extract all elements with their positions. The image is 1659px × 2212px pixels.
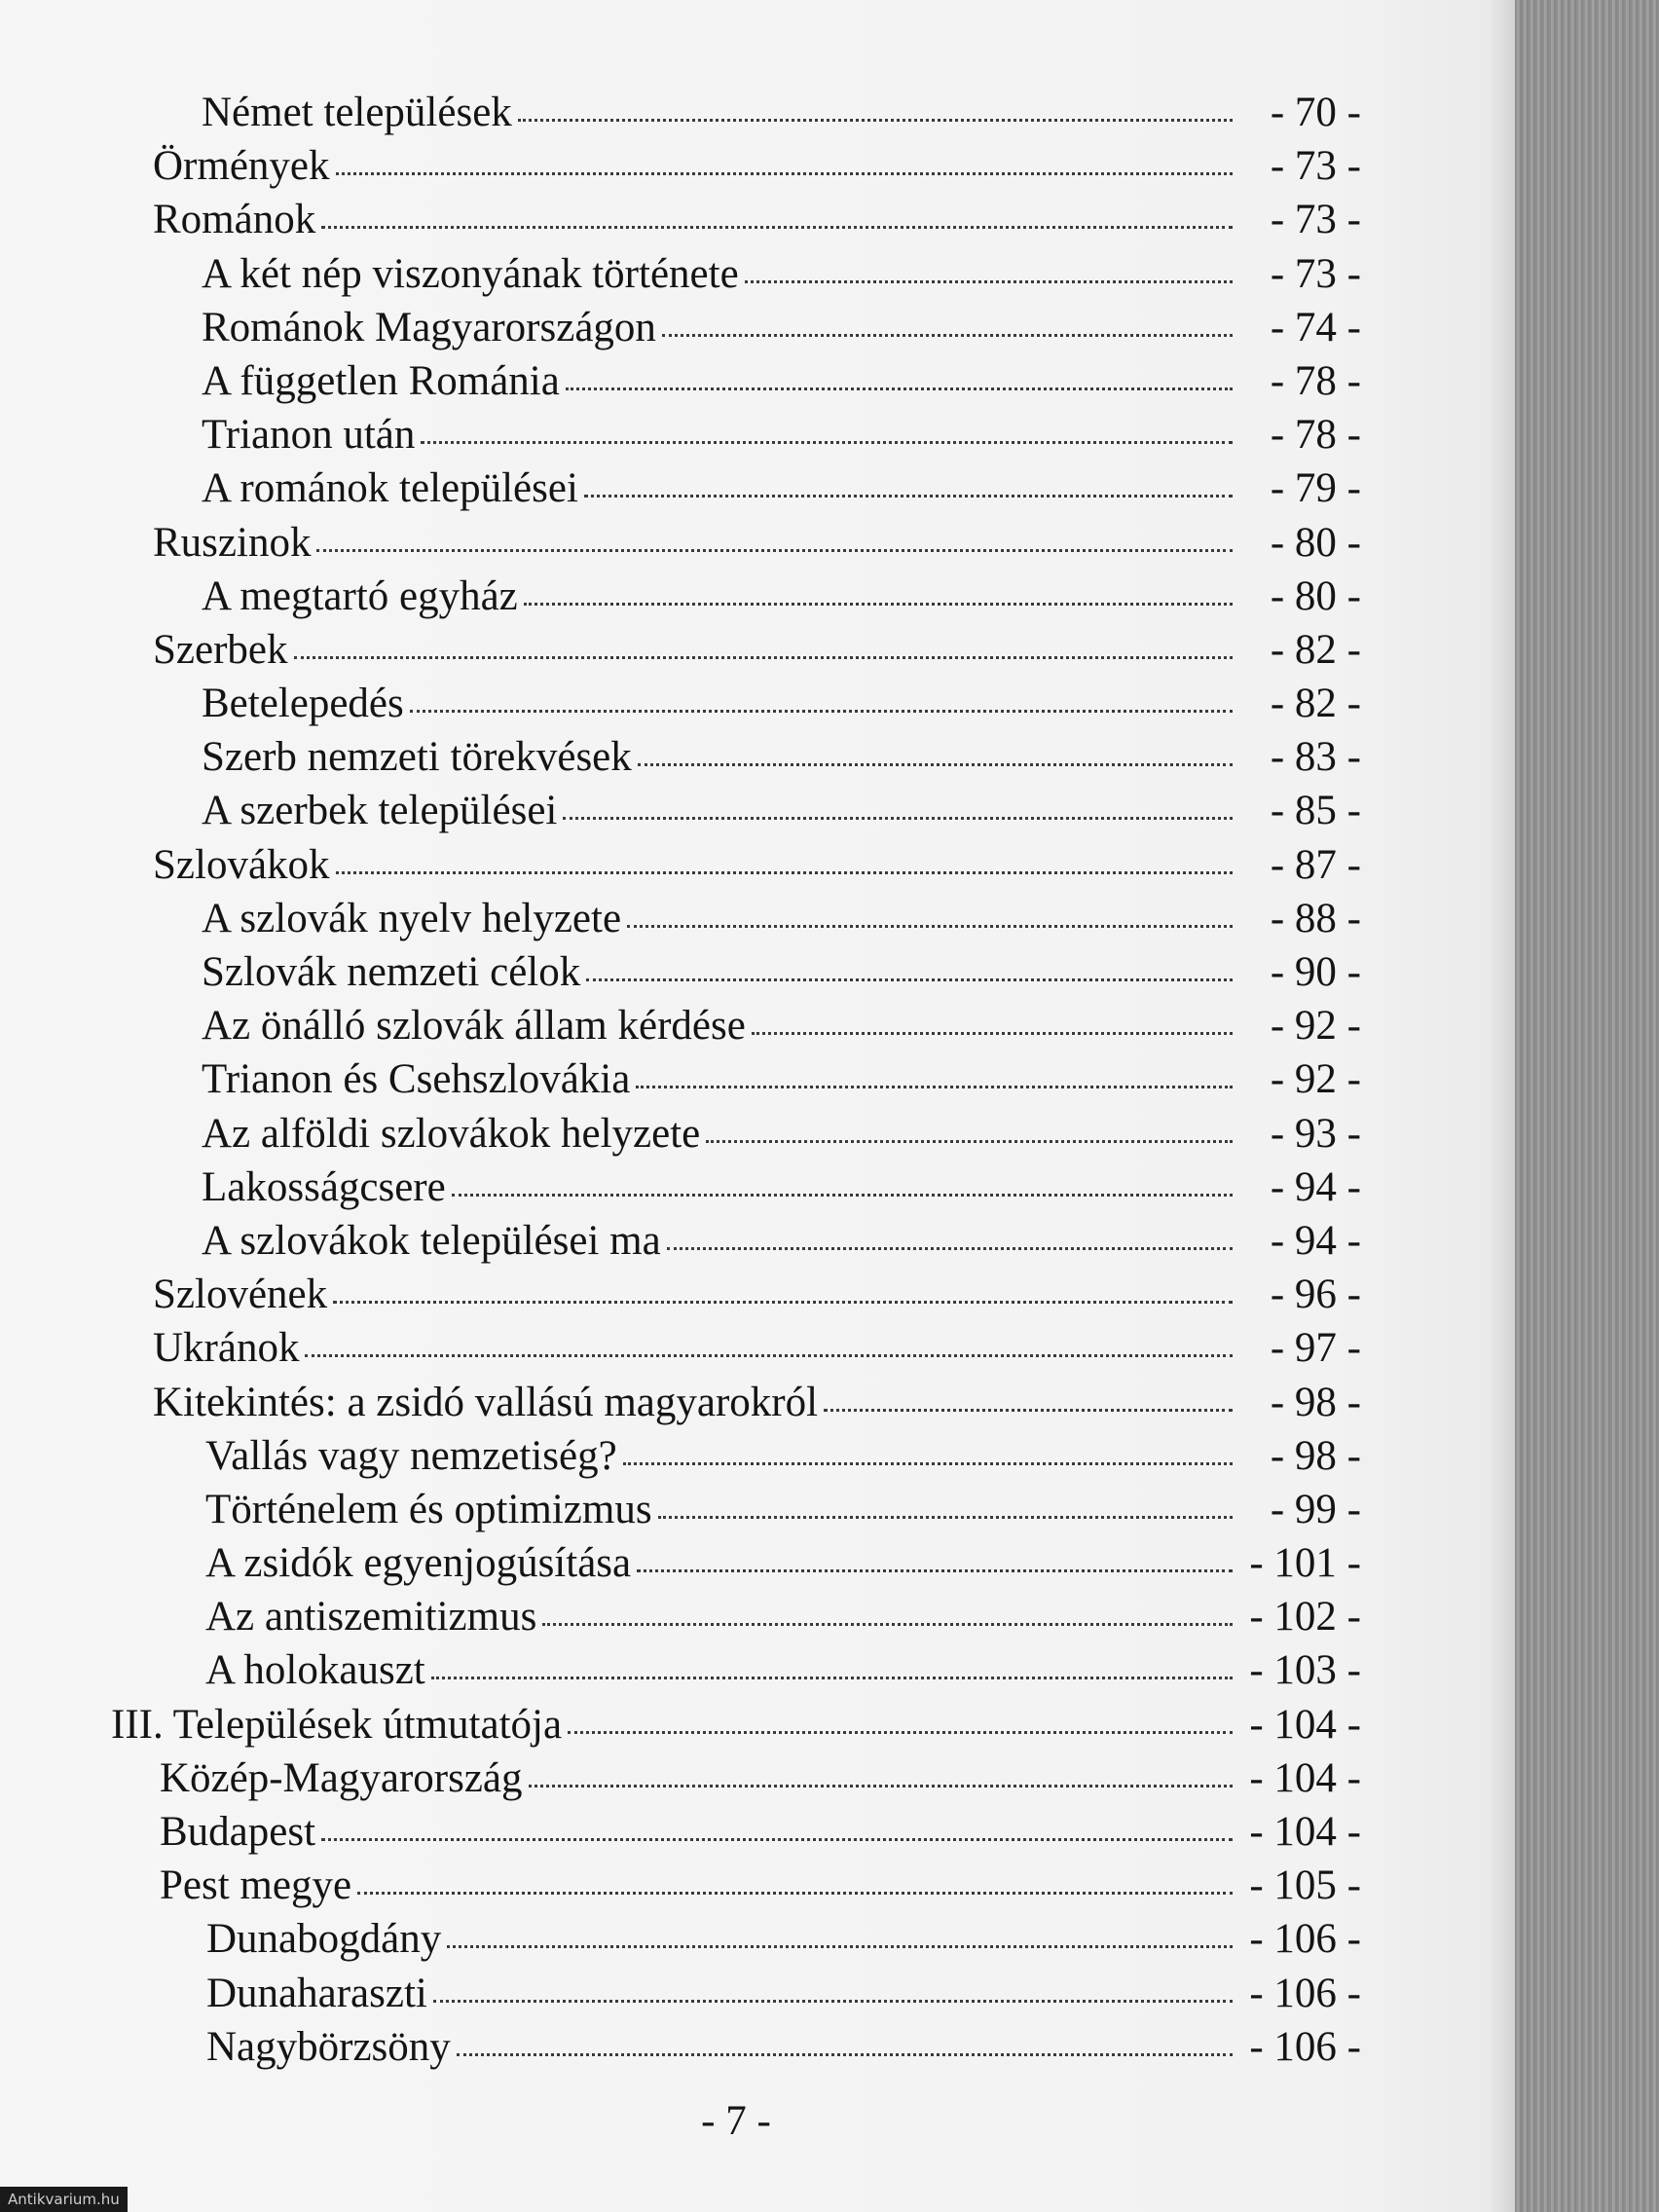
dot-leader [305,1354,1233,1357]
toc-entry-title: Trianon után [202,412,416,459]
page-stack-edge [1515,0,1659,2212]
toc-entry [0,1536,1519,1590]
dot-leader [542,1623,1233,1626]
toc-entry-page: - 98 - [1270,1379,1361,1425]
toc-entry [0,2020,1519,2074]
toc-entry-page: - 104 - [1249,1754,1361,1801]
toc-entry-page: - 80 - [1270,572,1361,619]
toc-entry-title: A zsidók egyenjogúsítása [205,1540,632,1587]
table-of-contents [0,86,1519,2074]
toc-entry [0,1429,1519,1483]
toc-entry-page: - 97 - [1270,1325,1361,1372]
dot-leader [457,2053,1233,2056]
toc-entry [0,1912,1519,1966]
toc-entry [0,999,1519,1052]
dot-leader [658,1516,1233,1519]
toc-entry-page: - 105 - [1249,1862,1361,1909]
toc-entry-page: - 73 - [1270,197,1361,243]
dot-leader [518,119,1233,122]
toc-entry-title: A szerbek települései [202,788,558,834]
toc-entry-page: - 90 - [1270,949,1361,995]
toc-entry-page: - 70 - [1270,90,1361,135]
toc-entry [0,784,1519,837]
toc-entry-title: Kitekintés: a zsidó vallású magyarokról [153,1379,819,1425]
toc-entry [0,139,1519,193]
toc-entry-title: Betelepedés [202,681,404,727]
toc-entry-page: - 106 - [1249,2023,1361,2070]
toc-entry-title: A független Románia [202,357,560,404]
toc-entry [0,408,1519,461]
toc-entry-page: - 82 - [1270,681,1361,727]
toc-entry-title: Szerbek [153,626,288,673]
toc-entry [0,86,1519,139]
toc-entry-page: - 92 - [1270,1003,1361,1050]
toc-entry-page: - 78 - [1270,357,1361,404]
watermark: Antikvarium.hu [0,2187,128,2212]
toc-entry-page: - 104 - [1249,1809,1361,1855]
dot-leader [321,226,1233,229]
dot-leader [637,1569,1233,1572]
toc-entry-title: Lakosságcsere [202,1163,446,1210]
dot-leader [452,1194,1233,1197]
toc-entry [0,1052,1519,1106]
toc-entry-page: - 93 - [1270,1110,1361,1157]
dot-leader [662,334,1233,337]
toc-entry-title: Szerb nemzeti törekvések [202,734,632,781]
toc-entry [0,1107,1519,1161]
toc-entry [0,1321,1519,1375]
dot-leader [667,1247,1233,1250]
toc-entry-page: - 92 - [1270,1056,1361,1103]
toc-entry-title: Románok Magyarországon [202,304,656,350]
toc-entry [0,301,1519,354]
toc-entry [0,193,1519,246]
toc-entry-page: - 106 - [1249,1970,1361,2016]
toc-entry-title: A megtartó egyház [202,572,518,619]
toc-entry [0,1805,1519,1859]
dot-leader [321,1838,1233,1841]
toc-entry-page: - 78 - [1270,412,1361,459]
toc-entry [0,945,1519,999]
toc-entry-title: Nagybörzsöny [206,2023,451,2070]
toc-entry-title: Románok [153,197,316,243]
dot-leader [336,871,1233,874]
toc-entry-page: - 85 - [1270,788,1361,834]
dot-leader [410,710,1233,713]
toc-entry-title: Az önálló szlovák állam kérdése [202,1003,746,1050]
toc-entry-title: Örmények [153,143,330,190]
toc-entry [0,1967,1519,2020]
toc-entry-title: Német települések [202,90,512,135]
toc-entry [0,838,1519,892]
toc-entry-page: - 104 - [1249,1701,1361,1748]
dot-leader [584,495,1233,498]
dot-leader [566,387,1233,390]
dot-leader [745,280,1233,283]
toc-entry [0,1483,1519,1536]
toc-entry-page: - 74 - [1270,304,1361,350]
dot-leader [627,925,1233,928]
toc-entry-page: - 79 - [1270,465,1361,512]
dot-leader [568,1731,1233,1734]
toc-entry-page: - 94 - [1270,1217,1361,1264]
toc-entry-page: - 82 - [1270,626,1361,673]
dot-leader [706,1140,1233,1143]
toc-entry-page: - 96 - [1270,1272,1361,1318]
toc-entry-title: Az antiszemitizmus [205,1594,537,1641]
toc-entry-title: A románok települései [202,465,578,512]
toc-entry-title: III. Települések útmutatója [111,1701,563,1748]
dot-leader [586,978,1233,981]
toc-entry-title: A két nép viszonyának története [202,250,739,297]
toc-entry [0,1859,1519,1912]
toc-entry [0,1376,1519,1429]
toc-entry-title: Szlovák nemzeti célok [202,949,581,995]
dot-leader [524,603,1233,606]
toc-entry-page: - 101 - [1249,1540,1361,1587]
toc-section-heading [0,1698,1519,1751]
toc-entry [0,730,1519,784]
toc-entry [0,1161,1519,1214]
dot-leader [636,1086,1233,1088]
toc-entry-title: Történelem és optimizmus [205,1486,652,1532]
toc-entry-title: A szlovák nyelv helyzete [202,895,622,941]
dot-leader [333,1301,1233,1304]
toc-entry-page: - 88 - [1270,895,1361,941]
toc-entry-title: Dunaharaszti [206,1970,427,2016]
toc-entry-page: - 103 - [1249,1647,1361,1694]
toc-entry-title: A szlovákok települései ma [202,1217,661,1264]
toc-entry-page: - 99 - [1270,1486,1361,1532]
toc-entry-page: - 80 - [1270,519,1361,566]
dot-leader [433,2000,1233,2003]
dot-leader [447,1945,1233,1948]
dot-leader [357,1892,1233,1895]
toc-entry-page: - 94 - [1270,1163,1361,1210]
dot-leader [421,441,1233,444]
dot-leader [431,1677,1233,1679]
toc-entry-title: Trianon és Csehszlovákia [202,1056,631,1103]
toc-entry [0,623,1519,677]
toc-entry-page: - 98 - [1270,1432,1361,1479]
toc-entry [0,892,1519,945]
toc-entry-title: Ruszinok [153,519,312,566]
toc-entry-title: Az alföldi szlovákok helyzete [202,1110,701,1157]
toc-entry [0,1643,1519,1697]
toc-entry-title: Szlovének [153,1272,328,1318]
toc-entry-title: Budapest [160,1809,316,1855]
dot-leader [563,817,1233,820]
toc-entry [0,247,1519,301]
toc-entry [0,677,1519,730]
toc-entry [0,516,1519,570]
page-number: - 7 - [701,2098,771,2144]
toc-entry-page: - 73 - [1270,143,1361,190]
toc-entry-title: Szlovákok [153,841,330,888]
toc-entry [0,354,1519,408]
toc-entry [0,1590,1519,1643]
toc-entry-page: - 106 - [1249,1916,1361,1963]
toc-entry [0,1751,1519,1805]
toc-entry-page: - 87 - [1270,841,1361,888]
dot-leader [752,1032,1233,1035]
dot-leader [316,549,1233,552]
toc-entry-title: Közép-Magyarország [160,1754,523,1801]
toc-entry-page: - 102 - [1249,1594,1361,1641]
dot-leader [529,1785,1234,1788]
toc-entry-title: Pest megye [160,1862,352,1909]
toc-entry-page: - 83 - [1270,734,1361,781]
toc-entry [0,1268,1519,1321]
toc-entry-title: Vallás vagy nemzetiség? [205,1432,617,1479]
toc-entry [0,1214,1519,1268]
toc-entry-page: - 73 - [1270,250,1361,297]
dot-leader [336,172,1234,175]
toc-entry-title: A holokauszt [205,1647,425,1694]
toc-entry [0,461,1519,515]
dot-leader [638,763,1233,766]
dot-leader [294,656,1234,659]
dot-leader [824,1409,1233,1412]
toc-entry [0,570,1519,623]
toc-entry-title: Dunabogdány [206,1916,442,1963]
toc-entry-title: Ukránok [153,1325,300,1372]
dot-leader [623,1462,1233,1465]
